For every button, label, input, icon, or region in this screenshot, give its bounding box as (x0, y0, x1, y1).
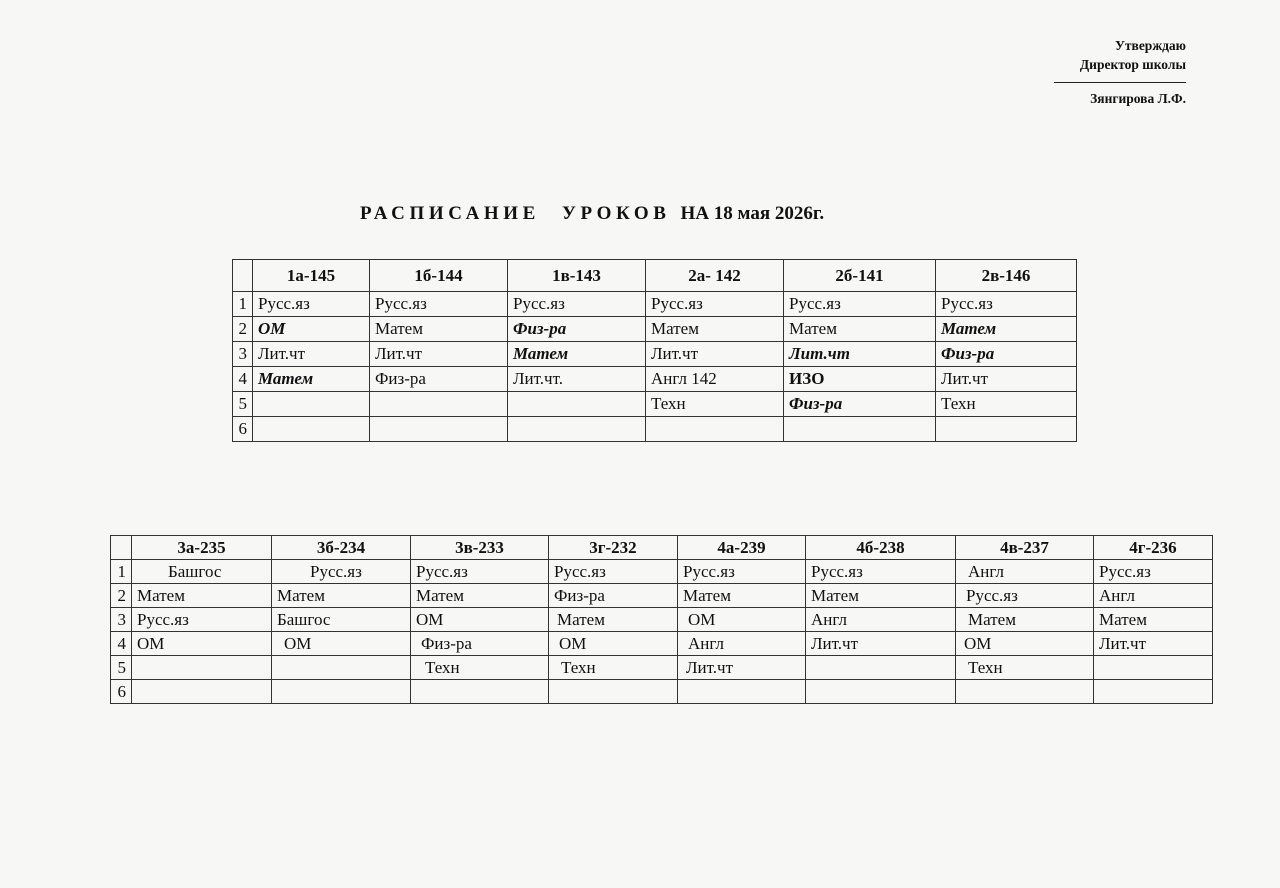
lesson-cell (508, 417, 646, 442)
lesson-cell: Англ 142 (646, 367, 784, 392)
lesson-cell: Техн (936, 392, 1077, 417)
table-row (233, 317, 1077, 342)
table-row (111, 560, 1213, 584)
lesson-cell (132, 656, 272, 680)
approval-name: Зянгирова Л.Ф. (1090, 91, 1186, 106)
lesson-cell: Лит.чт (936, 367, 1077, 392)
lesson-cell: Матем (411, 584, 549, 608)
class-header: 4в-237 (956, 536, 1094, 560)
lesson-cell: Русс.яз (411, 560, 549, 584)
class-header: 3в-233 (411, 536, 549, 560)
table-row (111, 632, 1213, 656)
lesson-cell: ОМ (272, 632, 411, 656)
table-header-row (111, 536, 1213, 560)
lesson-cell: Матем (272, 584, 411, 608)
lesson-cell: Матем (253, 367, 370, 392)
lesson-cell: Лит.чт (806, 632, 956, 656)
lesson-number-header (111, 536, 132, 560)
lesson-cell (1094, 680, 1213, 704)
lesson-cell: Физ-ра (549, 584, 678, 608)
approval-position: Директор школы (1079, 57, 1186, 72)
lesson-cell: Матем (806, 584, 956, 608)
lesson-cell: Англ (1094, 584, 1213, 608)
lesson-cell (549, 680, 678, 704)
lesson-cell: Лит.чт. (508, 367, 646, 392)
lesson-cell: Матем (370, 317, 508, 342)
class-header: 2а- 142 (646, 260, 784, 292)
table-row (233, 392, 1077, 417)
lesson-cell (646, 417, 784, 442)
table-row (233, 417, 1077, 442)
lesson-number: 5 (111, 656, 132, 680)
lesson-cell (253, 417, 370, 442)
class-header: 4а-239 (678, 536, 806, 560)
lesson-cell: Матем (132, 584, 272, 608)
lesson-cell: Англ (806, 608, 956, 632)
lesson-cell: Лит.чт (678, 656, 806, 680)
lesson-cell: Русс.яз (678, 560, 806, 584)
table-row (111, 680, 1213, 704)
lesson-cell (411, 680, 549, 704)
lesson-cell: Англ (678, 632, 806, 656)
schedule-table-grades-3-4 (110, 535, 1213, 704)
title-word-schedule: РАСПИСАНИЕ (360, 203, 540, 224)
approval-block (1054, 36, 1186, 108)
class-header: 3б-234 (272, 536, 411, 560)
lesson-cell (508, 392, 646, 417)
class-header: 1б-144 (370, 260, 508, 292)
lesson-cell: Русс.яз (508, 292, 646, 317)
lesson-cell (806, 656, 956, 680)
lesson-cell (956, 680, 1094, 704)
lesson-cell: Физ-ра (784, 392, 936, 417)
lesson-number: 2 (111, 584, 132, 608)
lesson-cell: Башгос (272, 608, 411, 632)
lesson-cell: Матем (508, 342, 646, 367)
lesson-number: 3 (233, 342, 253, 367)
lesson-cell: Башгос (132, 560, 272, 584)
lesson-cell: Лит.чт (646, 342, 784, 367)
lesson-cell (784, 417, 936, 442)
signature-line (1054, 82, 1186, 83)
class-header: 3г-232 (549, 536, 678, 560)
lesson-cell: Матем (678, 584, 806, 608)
title-word-lessons: УРОКОВ (561, 203, 671, 224)
page-title (360, 203, 824, 225)
lesson-cell (1094, 656, 1213, 680)
lesson-cell: ОМ (132, 632, 272, 656)
lesson-cell: Физ-ра (508, 317, 646, 342)
lesson-cell: ОМ (956, 632, 1094, 656)
lesson-cell (253, 392, 370, 417)
lesson-number: 1 (111, 560, 132, 584)
lesson-cell: Русс.яз (936, 292, 1077, 317)
lesson-cell: Матем (784, 317, 936, 342)
table-row (233, 367, 1077, 392)
lesson-cell: Матем (956, 608, 1094, 632)
lesson-cell: Русс.яз (1094, 560, 1213, 584)
lesson-number: 5 (233, 392, 253, 417)
class-header: 4б-238 (806, 536, 956, 560)
class-header: 3а-235 (132, 536, 272, 560)
lesson-cell: ИЗО (784, 367, 936, 392)
lesson-number: 4 (111, 632, 132, 656)
lesson-cell: Русс.яз (806, 560, 956, 584)
lesson-cell: Англ (956, 560, 1094, 584)
lesson-cell: Техн (956, 656, 1094, 680)
lesson-cell: Русс.яз (784, 292, 936, 317)
lesson-number: 1 (233, 292, 253, 317)
lesson-cell: Техн (646, 392, 784, 417)
lesson-cell: Лит.чт (370, 342, 508, 367)
lesson-cell: Матем (936, 317, 1077, 342)
class-header: 2б-141 (784, 260, 936, 292)
lesson-cell: Русс.яз (253, 292, 370, 317)
lesson-cell: Лит.чт (784, 342, 936, 367)
lesson-cell: Техн (411, 656, 549, 680)
lesson-number-header (233, 260, 253, 292)
lesson-cell: Лит.чт (1094, 632, 1213, 656)
lesson-cell: Русс.яз (549, 560, 678, 584)
class-header: 2в-146 (936, 260, 1077, 292)
lesson-cell: Русс.яз (956, 584, 1094, 608)
lesson-cell: Русс.яз (132, 608, 272, 632)
lesson-cell: Матем (646, 317, 784, 342)
lesson-number: 6 (233, 417, 253, 442)
lesson-cell (370, 417, 508, 442)
lesson-cell (678, 680, 806, 704)
class-header: 1а-145 (253, 260, 370, 292)
lesson-cell (272, 680, 411, 704)
table-header-row (233, 260, 1077, 292)
lesson-cell: Русс.яз (272, 560, 411, 584)
lesson-number: 2 (233, 317, 253, 342)
lesson-cell: Физ-ра (411, 632, 549, 656)
lesson-cell (806, 680, 956, 704)
approval-label: Утверждаю (1114, 38, 1186, 53)
lesson-cell: Матем (549, 608, 678, 632)
lesson-cell: Русс.яз (646, 292, 784, 317)
lesson-cell: Матем (1094, 608, 1213, 632)
lesson-cell (370, 392, 508, 417)
table-row (233, 292, 1077, 317)
lesson-cell: ОМ (549, 632, 678, 656)
class-header: 4г-236 (1094, 536, 1213, 560)
table-row (233, 342, 1077, 367)
lesson-number: 6 (111, 680, 132, 704)
schedule-table-grades-1-2 (232, 259, 1077, 442)
lesson-cell (132, 680, 272, 704)
lesson-cell (272, 656, 411, 680)
lesson-cell: Физ-ра (370, 367, 508, 392)
lesson-cell: Техн (549, 656, 678, 680)
lesson-cell: ОМ (411, 608, 549, 632)
table-row (111, 656, 1213, 680)
table-row (111, 584, 1213, 608)
lesson-cell: ОМ (678, 608, 806, 632)
lesson-number: 4 (233, 367, 253, 392)
lesson-cell (936, 417, 1077, 442)
lesson-number: 3 (111, 608, 132, 632)
lesson-cell: Физ-ра (936, 342, 1077, 367)
table-row (111, 608, 1213, 632)
class-header: 1в-143 (508, 260, 646, 292)
title-date: НА 18 мая 2026г. (680, 203, 825, 224)
lesson-cell: Лит.чт (253, 342, 370, 367)
lesson-cell: Русс.яз (370, 292, 508, 317)
lesson-cell: ОМ (253, 317, 370, 342)
